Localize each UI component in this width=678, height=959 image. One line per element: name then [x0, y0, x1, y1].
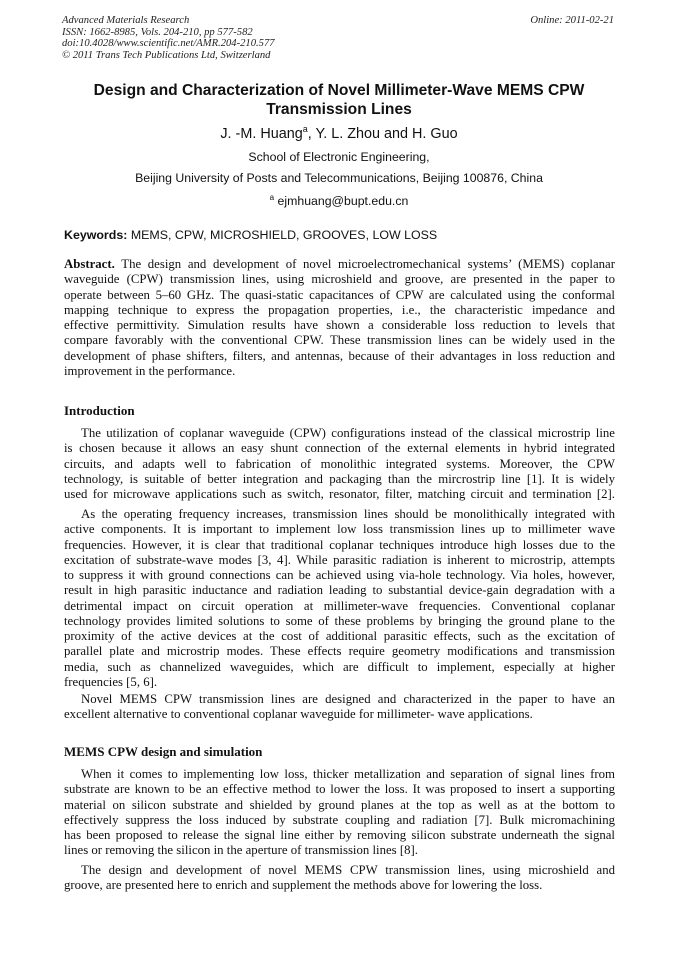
abstract	[64, 257, 615, 379]
other-authors: , Y. L. Zhou and H. Guo	[307, 125, 458, 142]
paragraph-line: technology, is suitable of better integration and packaging than the mircrostrip line [1]. It is widely	[64, 471, 615, 486]
paragraph-line: media, such as channelized waveguides, which are difficult to implement, especially at higher	[64, 659, 615, 674]
author-list	[64, 124, 614, 142]
paragraph-line: The utilization of coplanar waveguide (CPW) configurations instead of the classical microstrip line	[81, 426, 615, 440]
affiliation-university: Beijing University of Posts and Telecommunications, Beijing 100876, China	[135, 171, 543, 185]
paragraph-line: detrimental impact on circuit operation at millimeter-wave frequencies. Conventional coplanar	[64, 598, 615, 613]
abstract-line: compare favorably with the conventional CPW. These transmission lines can be widely used in the	[64, 333, 615, 348]
paragraph-line: excitation of substrate-wave modes [3, 4]. While parasitic radiation is inherent to microstrip, attempts	[64, 552, 615, 567]
keywords	[64, 228, 437, 242]
paragraph-line: effectively suppress the loss induced by substrate coupling and radiation [7]. Bulk micromachining	[64, 812, 615, 827]
intro-paragraph-3	[64, 692, 615, 723]
abstract-line: mapping technique to express the propagation properties, i.e., the characteristic impedance and	[64, 302, 615, 317]
paragraph-line: result in high parasitic inductance and radiation leading to substantial device-gain degradation with a	[64, 583, 615, 598]
email-address: ejmhuang@bupt.edu.cn	[277, 194, 409, 209]
paragraph-line: When it comes to implementing low loss, thicker metallization and separation of signal lines from	[81, 767, 615, 781]
abstract-line: development of phase shifters, filters, and antennas, because of their advantages in loss reduction and	[64, 348, 615, 363]
copyright-line: © 2011 Trans Tech Publications Ltd, Switzerland	[62, 49, 271, 61]
introduction-heading: Introduction	[64, 403, 135, 418]
paragraph-line: lines or removing the silicon in the aperture of transmission lines [8].	[64, 843, 418, 858]
affiliation-school: School of Electronic Engineering,	[248, 150, 430, 164]
mems-paragraph-2	[64, 863, 615, 894]
title-line-2: Transmission Lines	[266, 101, 412, 118]
paragraph-line: As the operating frequency increases, transmission lines should be monolithically integrated with	[81, 507, 615, 521]
doi-line: doi:10.4028/www.scientific.net/AMR.204-210.577	[62, 38, 275, 49]
paragraph-line: Novel MEMS CPW transmission lines are designed and characterized in the paper to have an	[81, 692, 615, 706]
abstract-line: effective permittivity. Simulation results have shown a considerable loss reduction to levels that	[64, 318, 615, 332]
abstract-line: waveguide (CPW) transmission lines, using microshield and groove, are presented in the paper to	[64, 272, 615, 287]
paragraph-line: to suppress it with ground connections can be achieved using via-hole technology. Via holes, however,	[64, 568, 615, 582]
abstract-line: operate between 5–60 GHz. The quasi-static capacitances of CPW are calculated using the conformal	[64, 287, 615, 302]
author-1: J. -M. Huang	[220, 125, 303, 142]
email-superscript: a	[269, 193, 275, 202]
keywords-text: MEMS, CPW, MICROSHIELD, GROOVES, LOW LOSS	[130, 228, 438, 242]
paragraph-line: active components. It is important to implement low loss transmission lines up to millimeter wave	[64, 522, 615, 537]
intro-paragraph-2	[64, 507, 615, 690]
paragraph-line: substrate are known to be an effective method to lower the loss. It was proposed to insert a supporting	[64, 782, 615, 797]
paragraph-line: technology provides limited solutions to some of these problems by bringing the ground plane to the	[64, 613, 615, 628]
mems-paragraph-1	[64, 767, 615, 859]
issn-line: ISSN: 1662-8985, Vols. 204-210, pp 577-582	[62, 26, 253, 38]
paragraph-line: circuits, and adapts well to fabrication of monolithic integrated systems. Moreover, the CPW	[64, 456, 615, 471]
paragraph-line: groove, are presented here to enrich and supplement the methods above for lowering the loss.	[64, 878, 543, 893]
paragraph-line: frequencies [5, 6].	[64, 674, 158, 689]
paragraph-line: The design and development of novel MEMS CPW transmission lines, using microshield and	[81, 863, 615, 877]
abstract-line: Abstract. The design and development of novel microelectromechanical systems’ (MEMS) coplanar	[64, 257, 616, 271]
paragraph-line: excellent alternative to conventional coplanar waveguide for millimeter- wave applications.	[64, 707, 533, 722]
paragraph-line: frequencies. However, it is clear that traditional coplanar techniques introduce high losses due to the	[64, 537, 615, 552]
paragraph-line: used for microwave applications such as switch, resonator, filter, matching circuit and termination [2].	[64, 487, 615, 501]
paper-title	[70, 81, 608, 119]
title-line-1: Design and Characterization of Novel Millimeter-Wave MEMS CPW	[93, 82, 585, 99]
author-1-superscript: a	[302, 124, 308, 134]
online-date: Online: 2011-02-21	[530, 15, 614, 26]
paragraph-line: material on silicon substrate and shielded by ground planes at the top as well as at the bottom to	[64, 797, 615, 812]
paragraph-line: parallel plate and microstrip modes. These effects require geometry modifications and transmission	[64, 644, 615, 659]
paragraph-line: has been proposed to release the signal line either by removing silicon substrate underneath the signal	[64, 828, 615, 842]
intro-paragraph-1	[64, 426, 615, 502]
mems-section-heading: MEMS CPW design and simulation	[64, 744, 263, 759]
affiliation-email	[64, 193, 614, 208]
journal-name: Advanced Materials Research	[62, 15, 190, 26]
paragraph-line: proximity of the active devices at the cost of additional parasitic effects, such as the excitation of	[64, 629, 615, 643]
paragraph-line: is chosen because it allows an easy shunt connection of the external elements in hybrid integrated	[64, 441, 615, 456]
keywords-label: Keywords:	[64, 228, 128, 242]
abstract-line: improvement in the performance.	[64, 363, 236, 378]
abstract-label: Abstract.	[64, 257, 115, 271]
